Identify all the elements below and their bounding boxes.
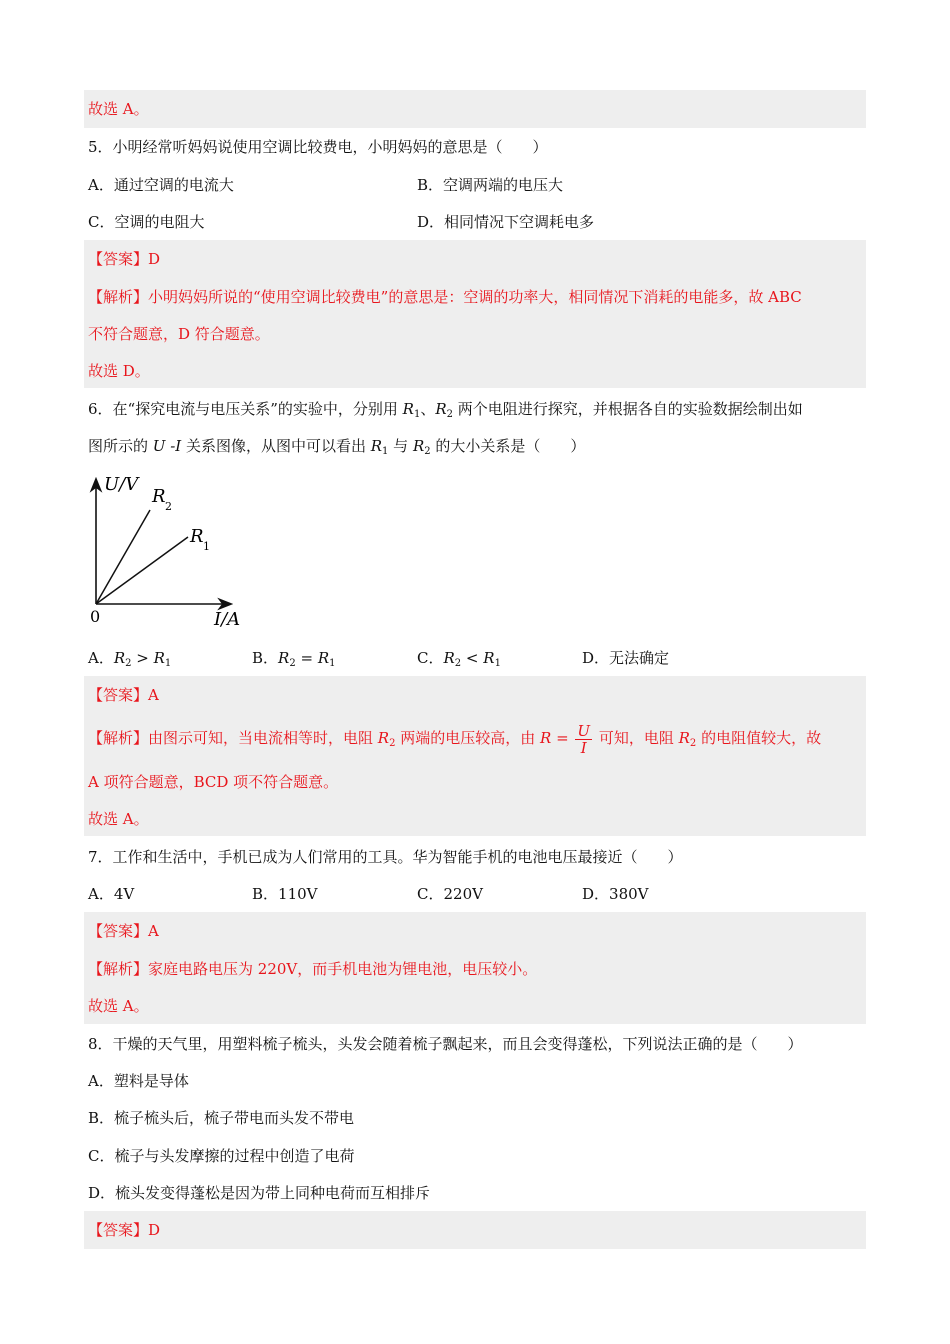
formula-fraction: $\frac{U}{I}$	[577, 721, 591, 757]
q6-analysis-line2: A 项符合题意，BCD 项不符合题意。	[88, 773, 339, 791]
q5-analysis-line2: 不符合题意，D 符合题意。	[88, 325, 270, 343]
q6-conclusion: 故选 A。	[88, 810, 149, 828]
q5-option-c: C．空调的电阻大	[88, 213, 205, 231]
q6-option-a: A．$R_2 > R_1$	[88, 649, 172, 669]
q6-option-b: B．$R_2 = R_1$	[252, 649, 336, 669]
ui-graph	[82, 470, 252, 635]
q7-stem: 7．工作和生活中，手机已成为人们常用的工具。华为智能手机的电池电压最接近（ ）	[88, 848, 683, 866]
q8-option-b: B．梳子梳头后，梳子带电而头发不带电	[88, 1109, 355, 1127]
q8-option-c: C．梳子与头发摩擦的过程中创造了电荷	[88, 1147, 355, 1165]
q5-answer: 【答案】D	[88, 250, 161, 268]
q6-option-c: C．$R_2 < R_1$	[417, 649, 501, 669]
origin-label: 0	[90, 607, 101, 626]
q4-conclusion: 故选 A。	[88, 100, 149, 118]
q8-answer-block	[84, 1211, 866, 1249]
q7-option-b: B．110V	[252, 885, 318, 903]
line-r2	[96, 510, 150, 604]
q5-option-a: A．通过空调的电流大	[88, 176, 234, 194]
q6-stem-line2: 图所示的 U -I 关系图像，从图中可以看出 $R_1$ 与 $R_2$ 的大小关系是（ ）	[88, 437, 586, 457]
q6-answer: 【答案】A	[88, 686, 159, 704]
q5-conclusion: 故选 D。	[88, 362, 150, 380]
q7-option-d: D．380V	[582, 885, 649, 903]
q8-answer: 【答案】D	[88, 1221, 161, 1239]
r2-sub: 2	[165, 500, 172, 513]
q8-stem: 8．干燥的天气里，用塑料梳子梳头，头发会随着梳子飘起来，而且会变得蓬松，下列说法正确的是（ ）	[88, 1035, 803, 1053]
q6-stem-line1: 6．在“探究电流与电压关系”的实验中，分别用 $R_1$、$R_2$ 两个电阻进行探究，并根据各自的实验数据绘制出如	[88, 400, 803, 420]
x-axis-label: I/A	[214, 609, 241, 630]
q8-option-d: D．梳头发变得蓬松是因为带上同种电荷而互相排斥	[88, 1184, 431, 1202]
q8-option-a: A．塑料是导体	[88, 1072, 189, 1090]
y-axis-label: U/V	[104, 474, 139, 495]
r1-label: R	[190, 526, 204, 547]
line-r1	[96, 537, 188, 604]
r1-sub: 1	[203, 540, 210, 553]
q5-option-d: D．相同情况下空调耗电多	[417, 213, 595, 231]
r2-label: R	[152, 486, 166, 507]
q6-analysis-line1: 【解析】由图示可知，当电流相等时，电阻 $R_2$ 两端的电压较高，由 R = $\frac{U}{I}$ 可知，电阻 $R_2$ 的电阻值较大，故	[88, 721, 822, 757]
q7-option-a: A．4V	[88, 885, 135, 903]
q5-answer-block	[84, 240, 866, 388]
q5-option-b: B．空调两端的电压大	[417, 176, 564, 194]
q7-option-c: C．220V	[417, 885, 483, 903]
q5-analysis-line1: 【解析】小明妈妈所说的“使用空调比较费电”的意思是：空调的功率大，相同情况下消耗的电能多，故 ABC	[88, 288, 802, 306]
q7-conclusion: 故选 A。	[88, 997, 149, 1015]
q4-answer-block	[84, 90, 866, 128]
q7-analysis: 【解析】家庭电路电压为 220V，而手机电池为锂电池，电压较小。	[88, 960, 538, 978]
q5-stem: 5．小明经常听妈妈说使用空调比较费电，小明妈妈的意思是（ ）	[88, 138, 548, 156]
q7-answer: 【答案】A	[88, 922, 159, 940]
q6-option-d: D．无法确定	[582, 649, 670, 667]
